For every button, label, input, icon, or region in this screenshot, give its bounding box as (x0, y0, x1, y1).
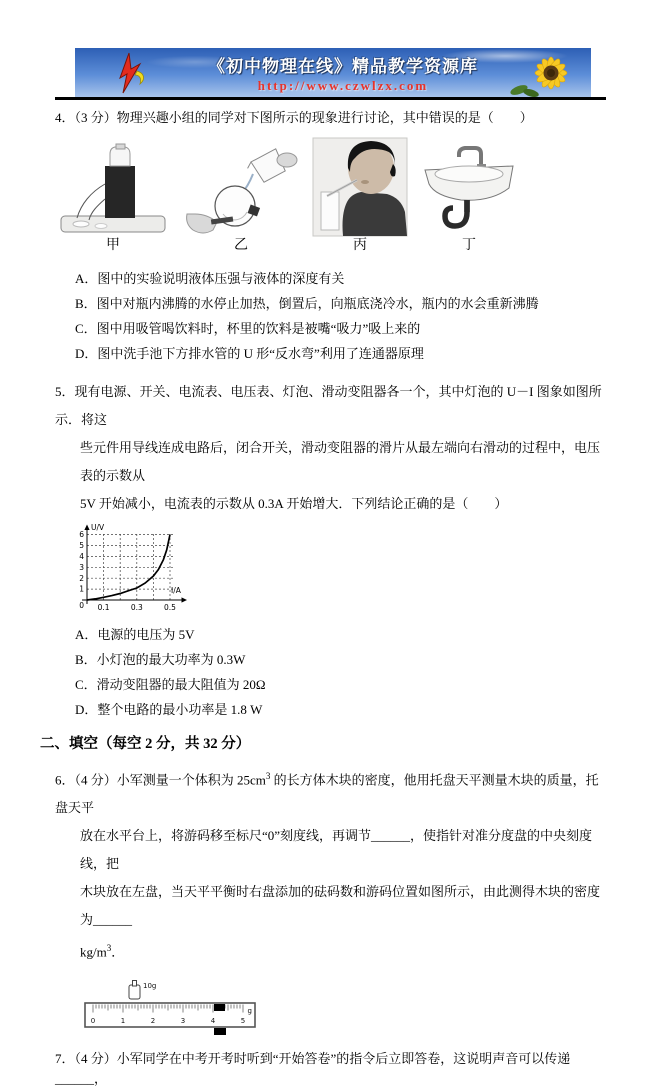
q4-figures (55, 138, 607, 254)
q4-option-d: D．图中洗手池下方排水管的 U 形“反水弯”利用了连通器原理 (75, 346, 424, 361)
q4-option-b: B．图中对瓶内沸腾的水停止加热，倒置后，向瓶底浇冷水，瓶内的水会重新沸腾 (75, 296, 539, 311)
svg-text:0.1: 0.1 (97, 603, 110, 612)
figure-ding-label: 丁 (462, 238, 476, 253)
figure-yi-label: 乙 (234, 238, 248, 253)
svg-text:4: 4 (79, 552, 84, 561)
q6-unit-text: kg/m (80, 944, 107, 960)
ui-graph-figure (67, 520, 607, 618)
svg-text:3: 3 (79, 562, 84, 572)
q6-line1-text-cont: 的长方体木块的密度，他用托盘天平测量木块的质量，托盘天平 (55, 772, 599, 816)
site-logo-icon (113, 51, 155, 95)
q6-stem-line1 (55, 762, 607, 822)
svg-text:6: 6 (79, 530, 84, 540)
svg-text:0.3: 0.3 (130, 603, 143, 612)
svg-text:4: 4 (210, 1016, 216, 1025)
sink-u-trap-image (421, 144, 517, 236)
site-url: http://www.czwlzx.com (257, 78, 429, 93)
q6-line1-text: 6．（4 分）小军测量一个体积为 25cm (55, 772, 266, 788)
q5-option-c: C．滑动变阻器的最大阻值为 20Ω (75, 677, 266, 692)
q5-stem-line1: 5．现有电源、开关、电流表、电压表、灯泡、滑动变阻器各一个，其中灯泡的 U－I 图象如图所示．将这 (55, 384, 602, 427)
svg-text:3: 3 (180, 1016, 186, 1025)
q6-stem (55, 762, 607, 967)
q6-stem-line3: 木块放在左盘，当天平平衡时右盘添加的砝码数和游码位置如图所示，由此测得木块的密度为______ (80, 884, 601, 928)
svg-text:0.5: 0.5 (164, 603, 176, 612)
svg-text:U/V: U/V (91, 523, 105, 532)
q7-stem: 7．（4 分）小军同学在中考开考时听到“开始答卷”的指令后立即答卷，这说明声音可以传递______， (55, 1050, 571, 1086)
q6-unit-superscript: 3 (106, 943, 112, 954)
svg-text:I/A: I/A (171, 586, 181, 595)
section-2-header: 二、填空（每空 2 分，共 32 分） (40, 736, 251, 752)
q6-stem-line4 (55, 934, 607, 966)
svg-text:5: 5 (240, 1016, 246, 1025)
q6-unit-period: ． (111, 944, 125, 960)
q5-stem-line3: 5V 开始减小，电流表的示数从 0.3A 开始增大．下列结论正确的是（ ） (80, 496, 508, 511)
u-i-curve-chart (67, 520, 199, 614)
q5-option-b: B．小灯泡的最大功率为 0.3W (75, 652, 246, 667)
liquid-pressure-bottle-image (57, 144, 169, 236)
svg-text:0: 0 (90, 1016, 96, 1025)
q5-stem (55, 378, 607, 518)
rider-scale-image (77, 973, 269, 1037)
figure-jia (57, 144, 169, 254)
balance-beam-figure (77, 973, 607, 1041)
svg-text:0: 0 (79, 601, 84, 610)
site-title: 《初中物理在线》精品教学资源库 (208, 57, 478, 76)
site-banner (75, 48, 591, 97)
q4-stem: 4．（3 分）物理兴趣小组的同学对下图所示的现象进行讨论，其中错误的是（ ） (55, 110, 533, 125)
figure-yi (183, 144, 299, 254)
boy-drinking-straw-photo (313, 138, 407, 236)
q4-options (55, 266, 607, 366)
figure-ding (421, 144, 517, 254)
sunflower-icon (505, 50, 583, 96)
svg-text:10g: 10g (143, 981, 157, 990)
svg-text:5: 5 (79, 541, 84, 551)
figure-bing-label: 丙 (353, 238, 367, 253)
q5-option-d: D．整个电路的最小功率是 1.8 W (75, 702, 263, 717)
q6-line1-superscript: 3 (265, 771, 271, 781)
svg-text:1: 1 (79, 584, 84, 594)
svg-text:2: 2 (150, 1016, 156, 1025)
svg-text:2: 2 (79, 573, 84, 583)
exam-content (40, 100, 607, 1089)
svg-text:1: 1 (120, 1016, 126, 1025)
svg-text:g: g (247, 1006, 252, 1015)
q5-options (55, 622, 607, 722)
q5-option-a: A．电源的电压为 5V (75, 627, 195, 642)
q4-option-a: A．图中的实验说明液体压强与液体的深度有关 (75, 271, 345, 286)
figure-bing (313, 138, 407, 254)
pour-water-on-flask-image (183, 144, 299, 236)
q4-option-c: C．图中用吸管喝饮料时，杯里的饮料是被嘴“吸力”吸上来的 (75, 321, 421, 336)
q6-stem-line2: 放在水平台上，将游码移至标尺“0”刻度线，再调节______，使指针对准分度盘的中央刻度线，把 (80, 828, 593, 872)
figure-jia-label: 甲 (106, 238, 120, 253)
q5-stem-line2: 些元件用导线连成电路后，闭合开关，滑动变阻器的滑片从最左端向右滑动的过程中，电压表的示数从 (80, 440, 601, 483)
